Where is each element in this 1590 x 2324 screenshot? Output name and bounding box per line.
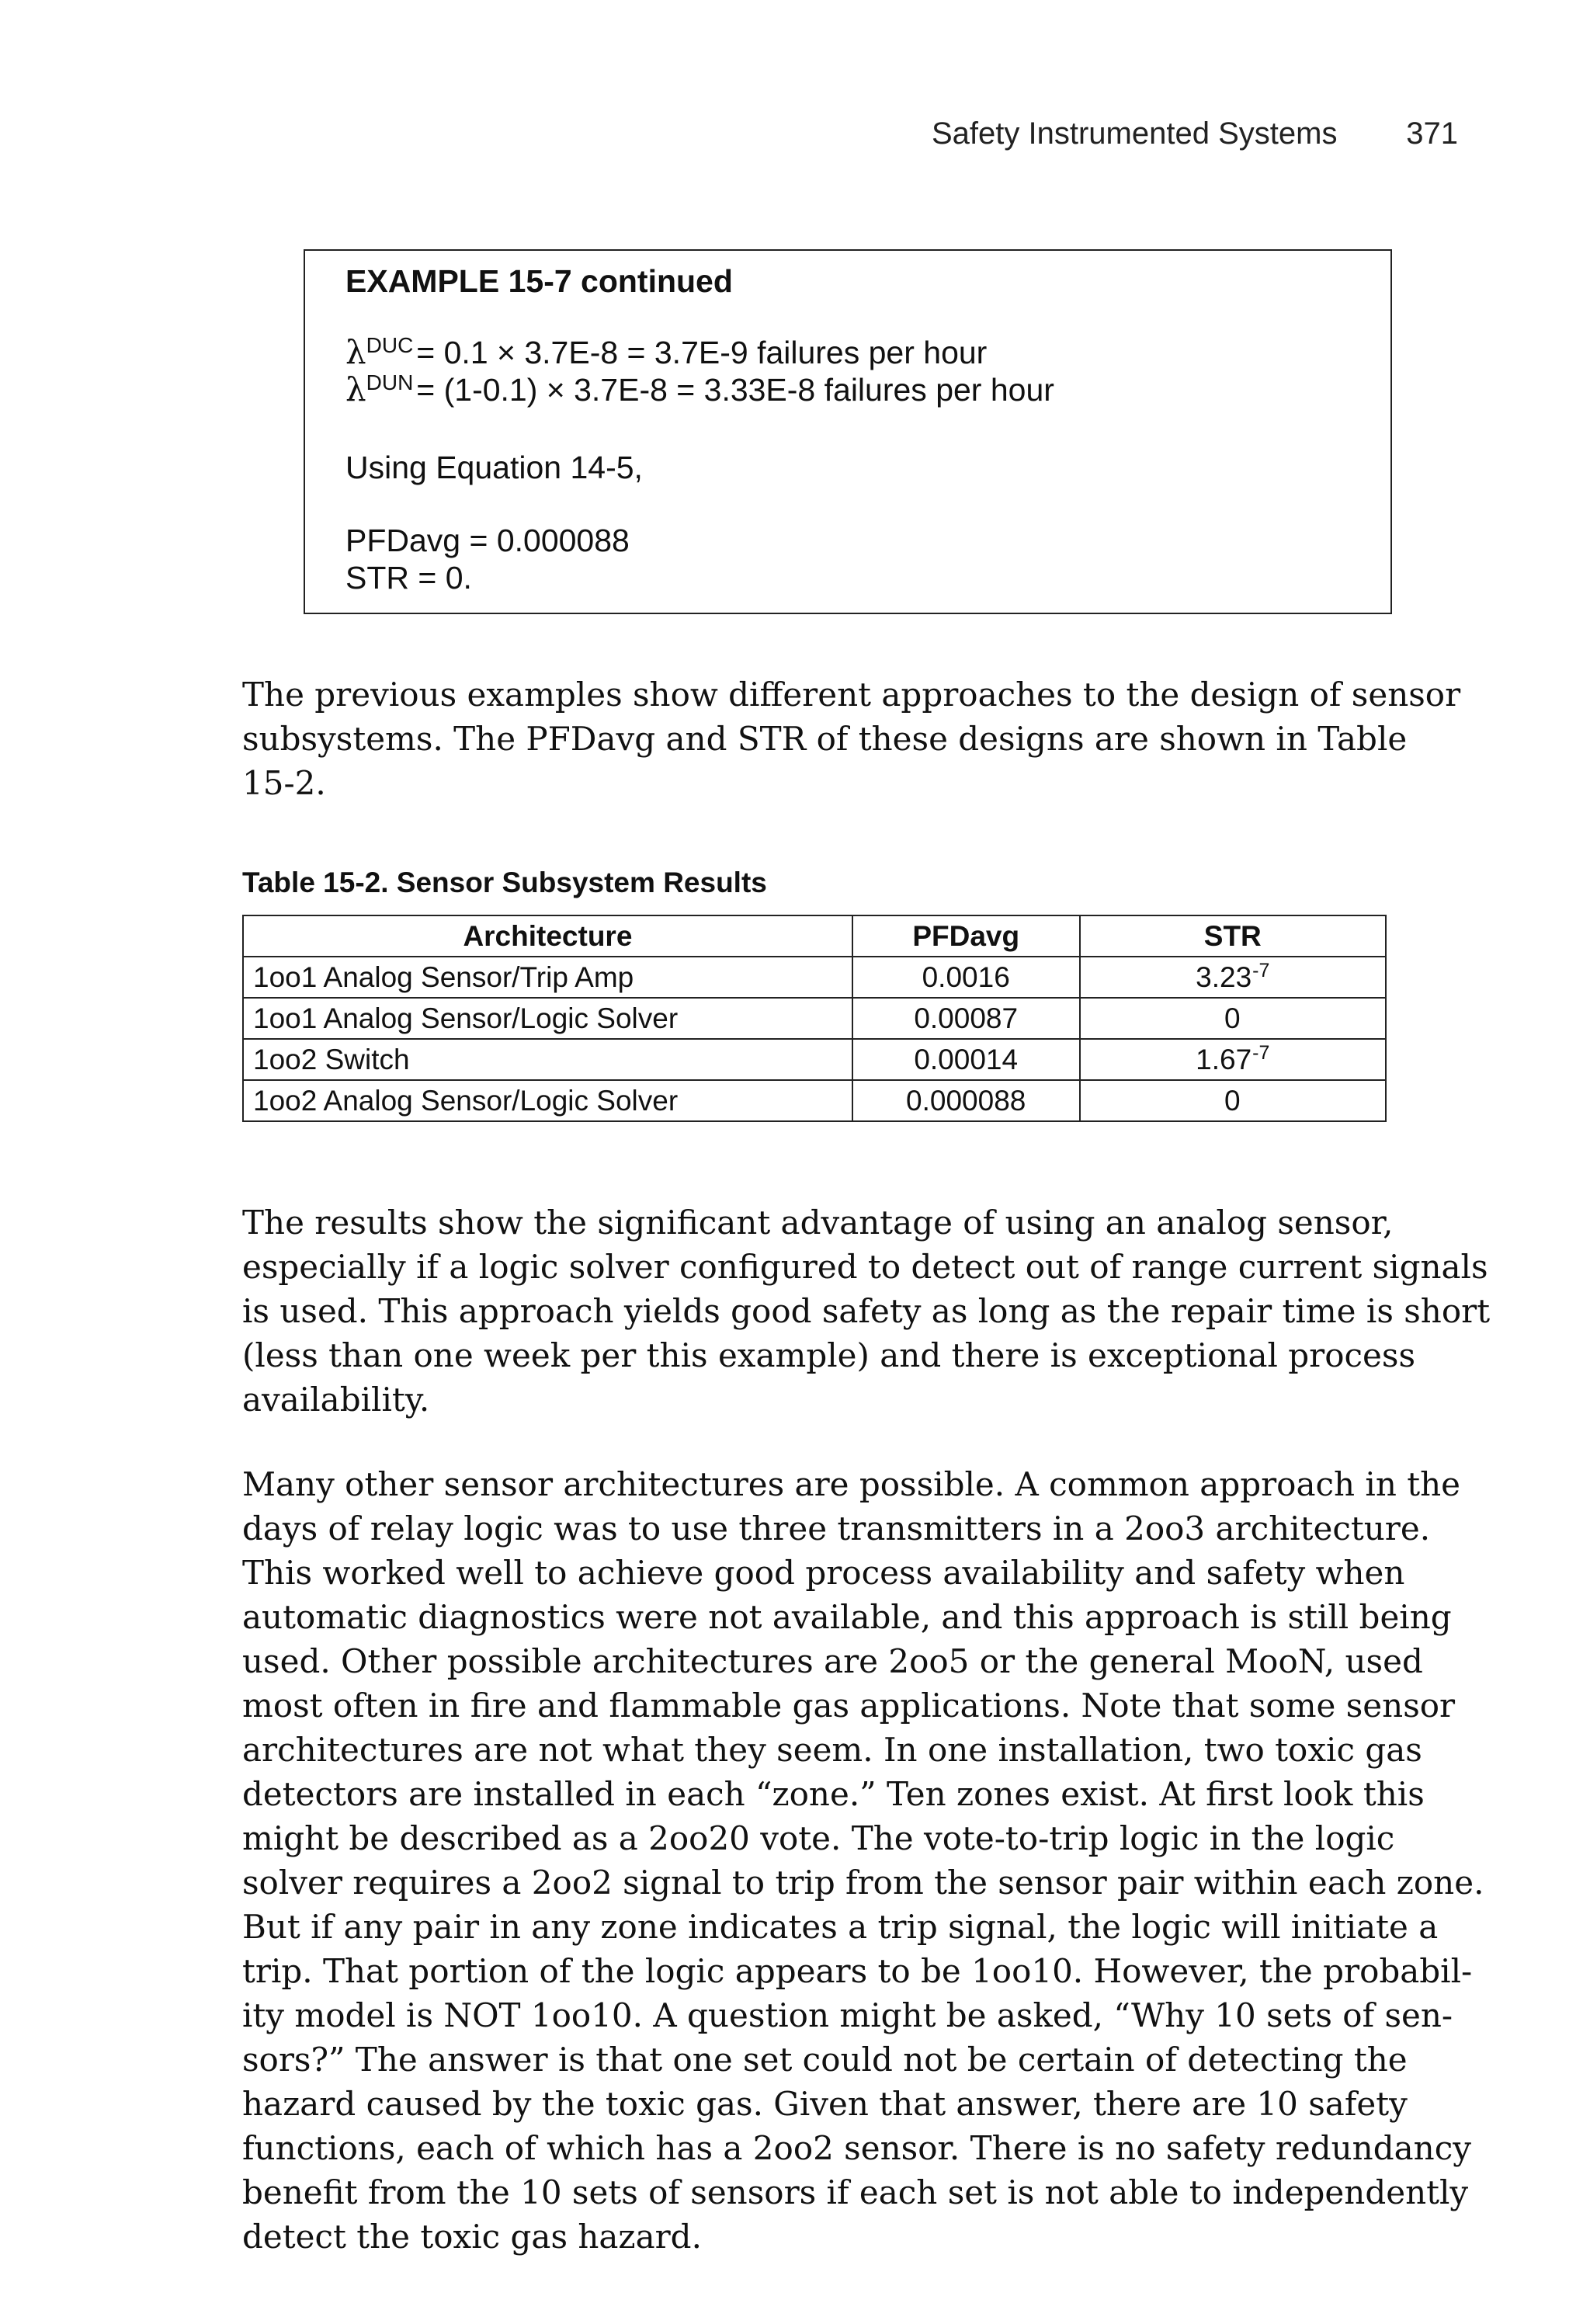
text-line: used. Other possible architectures are 2oo5 or the general MooN, used <box>242 1642 1423 1680</box>
str-result: STR = 0. <box>345 560 472 596</box>
text-line: most often in fire and flammable gas applications. Note that some sensor <box>242 1687 1456 1725</box>
page-number: 371 <box>1406 116 1458 151</box>
str-exponent: -7 <box>1252 959 1270 981</box>
text-line: But if any pair in any zone indicates a trip signal, the logic will initiate a <box>242 1908 1439 1946</box>
cell-pfdavg: 0.0016 <box>852 957 1080 998</box>
str-base: 3.23 <box>1196 961 1252 993</box>
text-line: detect the toxic gas hazard. <box>242 2218 702 2256</box>
cell-pfdavg: 0.000088 <box>852 1080 1080 1121</box>
table-row <box>243 1080 1386 1121</box>
results-table <box>242 915 1387 1122</box>
cell-pfdavg: 0.00014 <box>852 1039 1080 1080</box>
text-line: detectors are installed in each “zone.” Ten zones exist. At first look this <box>242 1775 1425 1813</box>
text-line: especially if a logic solver configured to detect out of range current signals <box>242 1248 1488 1286</box>
running-title: Safety Instrumented Systems <box>932 116 1338 151</box>
text-line: subsystems. The PFDavg and STR of these designs are shown in Table <box>242 720 1408 758</box>
text-line: availability. <box>242 1381 430 1419</box>
cell-architecture: 1oo2 Analog Sensor/Logic Solver <box>243 1080 852 1121</box>
text-line: days of relay logic was to use three transmitters in a 2oo3 architecture. <box>242 1509 1431 1548</box>
paragraph-architectures <box>242 1462 1484 2259</box>
paragraph-results <box>242 1200 1491 1422</box>
lambda-duc-expression: = 0.1 × 3.7E-8 = 3.7E-9 failures per hour <box>416 335 988 370</box>
header-str: STR <box>1080 915 1386 957</box>
text-line: (less than one week per this example) and there is exceptional process <box>242 1336 1415 1374</box>
cell-str <box>1080 1039 1386 1080</box>
text-line: sors?” The answer is that one set could not be certain of detecting the <box>242 2041 1408 2079</box>
cell-str <box>1080 957 1386 998</box>
lambda-dun-equation <box>345 370 1054 408</box>
lambda-dun-expression: = (1-0.1) × 3.7E-8 = 3.33E-8 failures per hour <box>416 372 1054 408</box>
text-line: ity model is NOT 1oo10. A question might be asked, “Why 10 sets of sen- <box>242 1996 1453 2034</box>
header-architecture: Architecture <box>243 915 852 957</box>
lambda-symbol: λ <box>345 370 366 408</box>
equation-reference: Using Equation 14-5, <box>345 450 643 485</box>
cell-pfdavg: 0.00087 <box>852 998 1080 1039</box>
text-line: functions, each of which has a 2oo2 sensor. There is no safety redundancy <box>242 2129 1471 2167</box>
str-base: 1.67 <box>1196 1043 1252 1075</box>
table-caption: Table 15-2. Sensor Subsystem Results <box>242 867 767 898</box>
text-line: benefit from the 10 sets of sensors if each set is not able to independently <box>242 2173 1469 2211</box>
paragraph-intro <box>242 672 1484 805</box>
lambda-symbol: λ <box>345 333 366 371</box>
header-pfdavg: PFDavg <box>852 915 1080 957</box>
lambda-duc-superscript: DUC <box>366 333 414 357</box>
table-row <box>243 998 1386 1039</box>
text-line: architectures are not what they seem. In one installation, two toxic gas <box>242 1731 1422 1769</box>
lambda-dun-superscript: DUN <box>366 370 414 394</box>
text-line: hazard caused by the toxic gas. Given that answer, there are 10 safety <box>242 2085 1408 2123</box>
text-line: The results show the significant advantage of using an analog sensor, <box>242 1204 1394 1242</box>
text-line: This worked well to achieve good process availability and safety when <box>242 1554 1405 1592</box>
example-box <box>304 249 1392 614</box>
example-title: EXAMPLE 15-7 continued <box>345 263 733 299</box>
text-line: 15-2. <box>242 764 326 802</box>
text-line: automatic diagnostics were not available, and this approach is still being <box>242 1598 1452 1636</box>
table-row <box>243 957 1386 998</box>
text-line: Many other sensor architectures are possible. A common approach in the <box>242 1465 1461 1503</box>
text-line: solver requires a 2oo2 signal to trip from the sensor pair within each zone. <box>242 1864 1484 1902</box>
cell-architecture: 1oo1 Analog Sensor/Logic Solver <box>243 998 852 1039</box>
cell-architecture: 1oo2 Switch <box>243 1039 852 1080</box>
str-base: 0 <box>1224 1084 1241 1117</box>
table-header-row <box>243 915 1386 957</box>
str-base: 0 <box>1224 1002 1241 1034</box>
lambda-duc-equation <box>345 333 987 371</box>
text-line: The previous examples show different approaches to the design of sensor <box>242 676 1461 714</box>
cell-str <box>1080 998 1386 1039</box>
cell-architecture: 1oo1 Analog Sensor/Trip Amp <box>243 957 852 998</box>
table-row <box>243 1039 1386 1080</box>
text-line: is used. This approach yields good safety as long as the repair time is short <box>242 1292 1491 1330</box>
pfdavg-result: PFDavg = 0.000088 <box>345 523 630 558</box>
cell-str <box>1080 1080 1386 1121</box>
text-line: trip. That portion of the logic appears to be 1oo10. However, the probabil- <box>242 1952 1473 1990</box>
str-exponent: -7 <box>1252 1041 1270 1064</box>
text-line: might be described as a 2oo20 vote. The vote-to-trip logic in the logic <box>242 1819 1395 1857</box>
